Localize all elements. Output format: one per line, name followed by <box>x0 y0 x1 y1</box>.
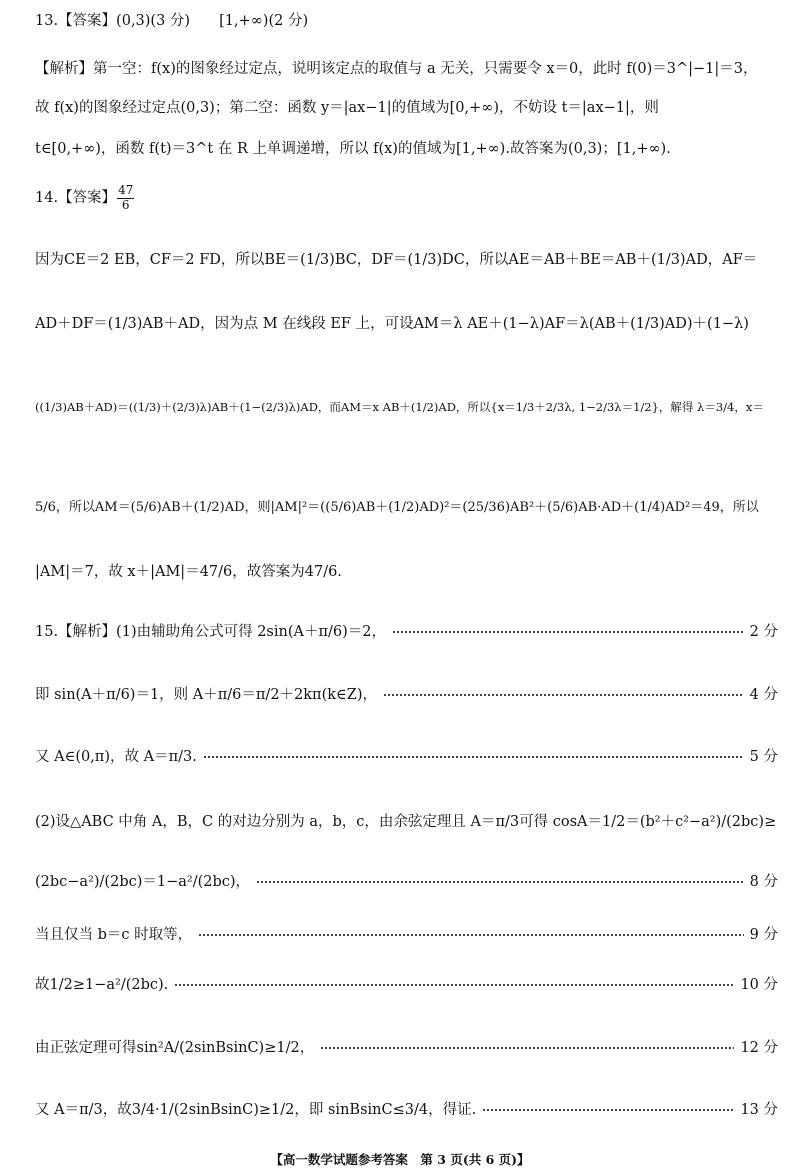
q15-text3: 又 A∈(0,π)，故 A＝π/3. <box>35 749 197 765</box>
q15-text6: 当且仅当 b＝c 时取等， <box>35 927 193 943</box>
q15-text5: (2bc−a²)/(2bc)＝1−a²/(2bc)， <box>35 874 251 890</box>
q14-analysis-text3: ((1/3)AB＋AD)＝((1/3)＋(2/3)λ)AB＋(1−(2/3)λ)AD，而AM＝x AB＋(1/2)AD，所以{x＝1/3＋2/3λ, 1−2/3λ＝1/2}，解得 λ＝3/4，x＝ <box>35 400 764 414</box>
q14-analysis-line4 <box>35 501 778 514</box>
q13-analysis-line1 <box>35 62 778 77</box>
q14-analysis-text1: 因为CE＝2 EB，CF＝2 FD，所以BE＝(1/3)BC，DF＝(1/3)DC，所以AE＝AB＋BE＝AB＋(1/3)AD，AF＝ <box>35 252 758 268</box>
q14-analysis-line5 <box>35 565 778 580</box>
q15-line4 <box>35 815 778 830</box>
score-label: 12 分 <box>740 1040 778 1056</box>
q14-answer-numerator: 47 <box>118 183 134 197</box>
q15-text1: 15.【解析】(1)由辅助角公式可得 2sin(A＋π/6)＝2， <box>35 624 387 640</box>
leader-dots <box>482 1109 734 1111</box>
q15-line8 <box>35 1041 778 1056</box>
q15-line5 <box>35 875 778 890</box>
q15-text8: 由正弦定理可得sin²A/(2sinBsinC)≥1/2， <box>35 1040 315 1056</box>
q13-answer-text: 13.【答案】(0,3)(3 分) [1,+∞)(2 分) <box>35 13 309 29</box>
q14-answer-fraction <box>117 184 134 213</box>
q15-line2 <box>35 688 778 703</box>
score-label: 13 分 <box>740 1102 778 1118</box>
leader-dots <box>174 984 734 986</box>
q15-line3 <box>35 750 778 765</box>
q15-text7: 故1/2≥1−a²/(2bc). <box>35 977 169 993</box>
q14-analysis-line1 <box>35 253 778 268</box>
page-footer: 【高一数学试题参考答案 第 3 页(共 6 页)】 <box>270 1152 530 1167</box>
leader-dots <box>392 631 744 633</box>
q15-line6 <box>35 928 778 943</box>
q15-line1 <box>35 625 778 640</box>
q15-line9 <box>35 1103 778 1118</box>
score-label: 2 分 <box>749 624 778 640</box>
q14-analysis-text5: |AM|＝7，故 x＋|AM|＝47/6，故答案为47/6. <box>35 564 342 580</box>
score-label: 5 分 <box>749 749 778 765</box>
q13-analysis-line3 <box>35 142 778 157</box>
score-label: 4 分 <box>749 687 778 703</box>
q14-analysis-text4: 5/6，所以AM＝(5/6)AB＋(1/2)AD，则|AM|²＝((5/6)AB＋(1/2)AD)²＝(25/36)AB²＋(5/6)AB·AD＋(1/4)AD²＝49，所以 <box>35 500 759 515</box>
leader-dots <box>320 1047 734 1049</box>
q13-analysis-line2 <box>35 101 778 116</box>
leader-dots <box>198 934 744 936</box>
score-label: 10 分 <box>740 977 778 993</box>
q13-analysis-text2: 故 f(x)的图象经过定点(0,3)；第二空：函数 y＝|ax−1|的值域为[0,+∞)，不妨设 t＝|ax−1|，则 <box>35 100 659 116</box>
q14-answer <box>35 184 778 213</box>
score-label: 8 分 <box>749 874 778 890</box>
q13-answer <box>35 14 778 29</box>
q14-analysis-line2 <box>35 317 778 332</box>
q14-answer-denominator: 6 <box>121 197 130 212</box>
q14-analysis-line3 <box>35 402 778 414</box>
q15-text4: (2)设△ABC 中角 A，B，C 的对边分别为 a，b，c，由余弦定理且 A＝π/3可得 cosA＝1/2＝(b²＋c²−a²)/(2bc)≥ <box>35 814 777 830</box>
q15-text2: 即 sin(A＋π/6)＝1，则 A＋π/6＝π/2＋2kπ(k∈Z)， <box>35 687 377 703</box>
q15-text9: 又 A＝π/3，故3/4·1/(2sinBsinC)≥1/2，即 sinBsinC≤3/4，得证. <box>35 1102 477 1118</box>
q13-analysis-text1: 【解析】第一空：f(x)的图象经过定点，说明该定点的取值与 a 无关，只需要令 x＝0，此时 f(0)＝3^|−1|＝3， <box>35 61 758 77</box>
score-label: 9 分 <box>749 927 778 943</box>
q15-line7 <box>35 978 778 993</box>
q14-answer-label: 14.【答案】 <box>35 190 117 207</box>
leader-dots <box>383 694 744 696</box>
leader-dots <box>203 756 744 758</box>
q14-analysis-text2: AD＋DF＝(1/3)AB＋AD，因为点 M 在线段 EF 上，可设AM＝λ AE＋(1−λ)AF＝λ(AB＋(1/3)AD)＋(1−λ) <box>35 316 749 332</box>
leader-dots <box>256 881 744 883</box>
q13-analysis-text3: t∈[0,+∞)，函数 f(t)＝3^t 在 R 上单调递增，所以 f(x)的值域为[1,+∞).故答案为(0,3)；[1,+∞). <box>35 141 671 157</box>
